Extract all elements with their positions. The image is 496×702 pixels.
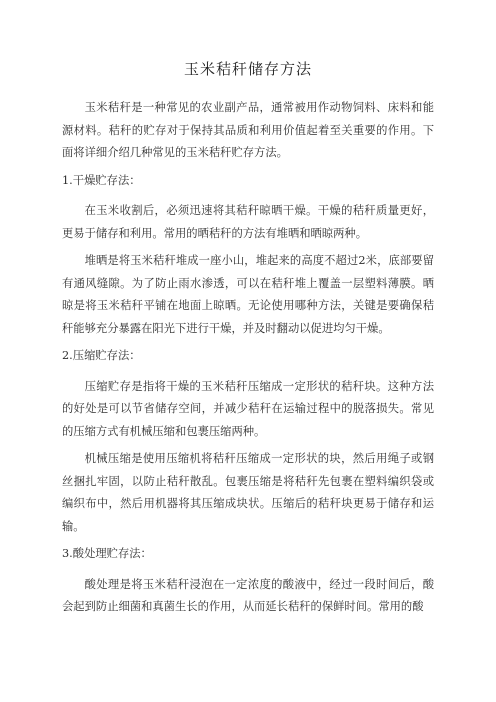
section-heading: 2.压缩贮存法： [62,349,141,362]
section-heading: 1.干燥贮存法： [62,173,141,187]
section-paragraph: 堆晒是将玉米秸秆堆成一座小山，堆起来的高度不超过2米，底部要留有通风缝隙。为了防止雨水渗透，可以在秸秆堆上覆盖一层塑料薄膜。晒晾是将玉米秸秆平铺在地面上晾晒。无论使用哪种方法，关键是要确保秸秆能够充分暴露在阳光下进行干燥，并及时翻动以促进均匀干燥。 [62,254,434,335]
section-heading: 3.酸处理贮存法： [62,547,152,560]
section-compression [62,345,434,538]
page-title: 玉米秸秆储存方法 [183,60,312,78]
section-acid-treatment [62,543,434,619]
intro-paragraph: 玉米秸秆是一种常见的农业副产品，通常被用作动物饲料、床料和能源材料。秸秆的贮存对于保持其品质和利用价值起着至关重要的作用。下面将详细介绍几种常见的玉米秸秆贮存方法。 [62,101,434,159]
section-paragraph: 酸处理是将玉米秸秆浸泡在一定浓度的酸液中，经过一段时间后，酸会起到防止细菌和真菌生长的作用，从而延长秸秆的保鲜时间。常用的酸 [62,577,434,613]
section-paragraph: 压缩贮存是指将干燥的玉米秸秆压缩成一定形状的秸秆块。这种方法的好处是可以节省储存空间，并减少秸秆在运输过程中的脱落损失。常见的压缩方式有机械压缩和包裹压缩两种。 [62,379,434,438]
section-paragraph: 在玉米收割后，必须迅速将其秸秆晾晒干燥。干燥的秸秆质量更好，更易于储存和利用。常用的晒秸秆的方法有堆晒和晒晾两种。 [62,204,434,240]
section-paragraph: 机械压缩是使用压缩机将秸秆压缩成一定形状的块，然后用绳子或钢丝捆扎牢固，以防止秸秆散乱。包裹压缩是将秸秆先包裹在塑料编织袋或编织布中，然后用机器将其压缩成块状。压缩后的秸秆块更易于储存和运输。 [62,452,434,533]
section-drying [62,170,434,341]
